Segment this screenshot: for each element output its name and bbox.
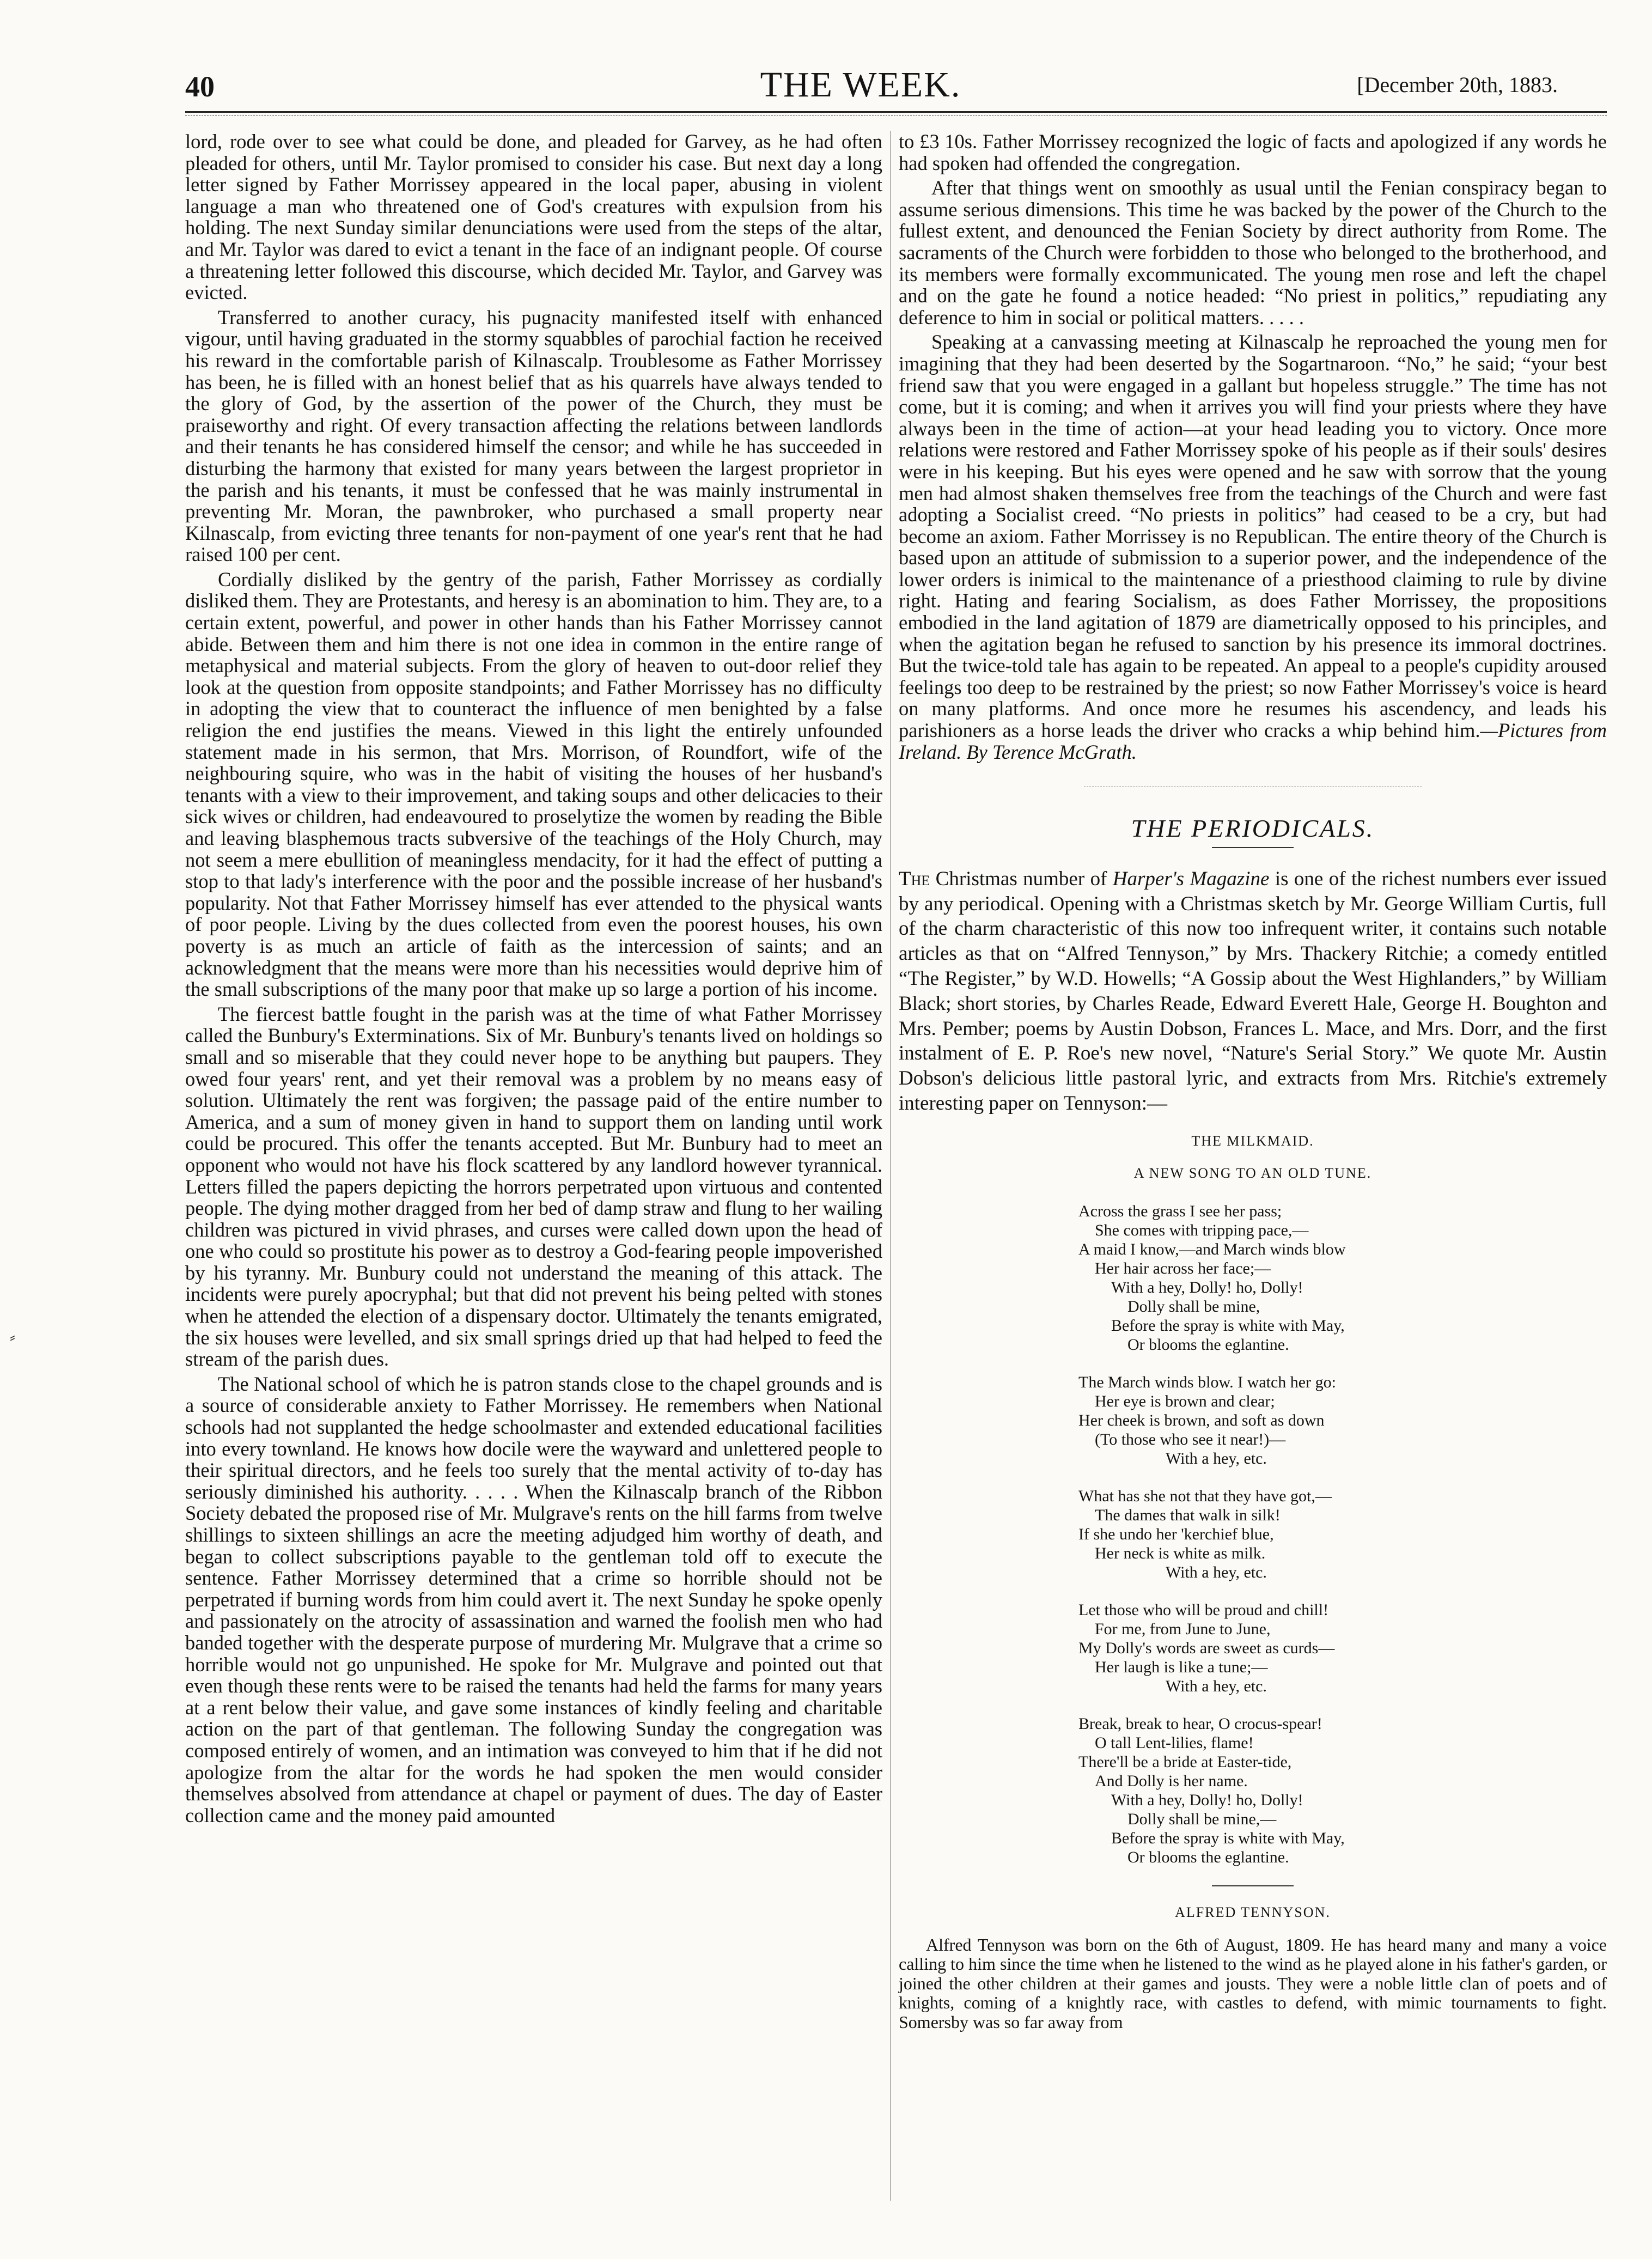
poem-line: With a hey, Dolly! ho, Dolly! — [1111, 1791, 1303, 1809]
margin-mark: ⸗ — [10, 1328, 15, 1346]
title-rule — [1212, 847, 1294, 848]
poem-subtitle: A NEW SONG TO AN OLD TUNE. — [1133, 1165, 1372, 1182]
right-column — [899, 131, 1607, 2032]
poem-line: With a hey, etc. — [1166, 1449, 1267, 1468]
header-rule — [185, 111, 1607, 113]
page-number: 40 — [185, 70, 215, 103]
poem-line: Let those who will be proud and chill! — [1078, 1600, 1329, 1619]
poem-line: My Dolly's words are sweet as curds— — [1078, 1639, 1335, 1657]
poem-line: She comes with tripping pace,— — [1095, 1221, 1309, 1239]
section-title: THE PERIODICALS. — [1131, 814, 1375, 843]
poem-line: Dolly shall be mine,— — [1127, 1810, 1277, 1828]
poem-line: Before the spray is white with May, — [1111, 1829, 1345, 1847]
article-paragraph-text: Speaking at a canvassing meeting at Kilnascalp he reproached the young men for imagining that they had been deserted by the Sogartnaroon. “No,” he said; “your best friend saw that you were engaged in a gallant but hopeless struggle.” The time has not come, but it is coming; and when it arrives you will find your priests where they have always been in the time of action—at your head leading you to victory. Once more relations were restored and Father Morrissey spoke of his people as if their souls' desires were in his keeping. But his eyes were opened and he saw with sorrow that the young men had almost shaken themselves free from the teachings of the Church and were fast adopting a Socialist creed. “No priests in politics” had ceased to be a cry, but had become an axiom. Father Morrissey is no Republican. The entire theory of the Church is based upon an attitude of submission to a superior power, and the independence of the lower orders is inimical to the maintenance of a priesthood claiming to rule by divine right. Hating and fearing Socialism, as does Father Morrissey, the propositions embodied in the land agitation of 1879 are diametrically opposed to his principles, and when the agitation began he refused to sanction by his presence its immoral doctrines. But the twice-told tale has again to be repeated. An appeal to a people's cupidity aroused feelings too deep to be restrained by the priest; so now Father Morrissey's voice is heard on many platforms. And once more he resumes his ascendency, and leads his parishioners as a horse leads the driver who cracks a whip behind him. — [899, 331, 1607, 742]
poem-end-rule — [1212, 1885, 1294, 1886]
poem-line: Her hair across her face;— — [1095, 1259, 1271, 1277]
poem-line: With a hey, etc. — [1166, 1677, 1267, 1695]
poem-line: With a hey, etc. — [1166, 1563, 1267, 1581]
poem-line: O tall Lent-lilies, flame! — [1095, 1733, 1254, 1752]
poem-line: With a hey, Dolly! ho, Dolly! — [1111, 1278, 1303, 1296]
source-credit: —Pictures from Ireland. By Terence McGrath. — [899, 719, 1607, 763]
left-column — [185, 131, 882, 1826]
subsection-heading: ALFRED TENNYSON. — [1175, 1904, 1331, 1920]
article-paragraph — [899, 331, 1607, 763]
poem-title: THE MILKMAID. — [1191, 1132, 1314, 1149]
poem-line: Her laugh is like a tune;— — [1095, 1658, 1268, 1676]
header-dashed-rule — [185, 115, 1607, 116]
periodicals-text: Christmas number of — [930, 867, 1113, 890]
issue-date: [December 20th, 1883. — [1357, 72, 1558, 97]
poem-line: For me, from June to June, — [1095, 1619, 1271, 1638]
periodicals-paragraph — [899, 867, 1607, 1116]
magazine-name: Harper's Magazine — [1112, 867, 1270, 890]
poem-stanza — [1078, 1600, 1607, 1696]
poem-line: Break, break to hear, O crocus-spear! — [1078, 1714, 1322, 1733]
periodicals-text: is one of the richest numbers ever issued by any periodical. Opening with a Christmas sketch by Mr. George William Curtis, full of the charm characteristic of this now too infrequent writer, it contains such notable articles as that on “Alfred Tennyson,” by Mrs. Thackery Ritchie; a comedy entitled “The Register,” by W.D. Howells; “A Gossip about the West Highlanders,” by William Black; short stories, by Charles Reade, Edward Everett Hale, George H. Boughton and Mrs. Pember; poems by Austin Dobson, Frances L. Mace, and Mrs. Dorr, and the first instalment of E. P. Roe's new novel, “Nature's Serial Story.” We quote Mr. Austin Dobson's delicious little pastoral lyric, and extracts from Mrs. Ritchie's extremely interesting paper on Tennyson:— — [899, 867, 1607, 1115]
poem-line: There'll be a bride at Easter-tide, — [1078, 1752, 1292, 1771]
lead-word: The — [899, 867, 930, 890]
poem-line: What has she not that they have got,— — [1078, 1487, 1332, 1505]
poem-line: Before the spray is white with May, — [1111, 1316, 1345, 1335]
poem-line: And Dolly is her name. — [1095, 1771, 1248, 1790]
poem-stanza — [1078, 1202, 1607, 1354]
poem-line: Or blooms the eglantine. — [1127, 1335, 1289, 1354]
article-paragraph: Cordially disliked by the gentry of the parish, Father Morrissey as cordially disliked them. They are Protestants, and heresy is an abomination to him. They are, to a certain extent, powerful, and power in other hands than his Father Morrissey cannot abide. Between them and him there is not one idea in common in the entire range of metaphysical and material subjects. From the glory of heaven to out-door relief they look at the question from opposite standpoints; and Father Morrissey has no difficulty in adopting the view that to counteract the influence of men benighted by a false religion the end justifies the means. Viewed in this light the entirely unfounded statement made in his sermon, that Mrs. Morrison, of Roundfort, wife of the neighbouring squire, who was in the habit of visiting the houses of her husband's tenants with a view to their improvement, and taking soups and other delicacies to their sick wives or children, had endeavoured to proselytize the women by reading the Bible and leaving blasphemous tracts subversive of the teachings of the Holy Church, may not seem a mere ebullition of meaningless mendacity, for it had the effect of putting a stop to that lady's interference with the poor and the possible increase of her husband's popularity. Not that Father Morrissey himself has ever attended to the physical wants of poor people. Living by the dues collected from even the poorest houses, his own poverty is as much an article of faith as the intercession of saints; and an acknowledgment that the means were more than his necessities would deprive him of the small subscriptions of the many poor that make up so large a portion of his income. — [185, 568, 882, 1001]
article-paragraph: After that things went on smoothly as usual until the Fenian conspiracy began to assume serious dimensions. This time he was backed by the power of the Church to the fullest extent, and denounced the Fenian Society by direct authority from Rome. The sacraments of the Church were forbidden to those who belonged to the brotherhood, and its members were formally excommunicated. The young men rose and left the chapel and on the gate he found a notice headed: “No priest in politics,” repudiating any deference to him in social or political matters. . . . . — [899, 176, 1607, 328]
poem-stanza — [1078, 1487, 1607, 1582]
poem-line: Her cheek is brown, and soft as down — [1078, 1411, 1325, 1429]
article-paragraph: Transferred to another curacy, his pugnacity manifested itself with enhanced vigour, until having graduated in the stormy squabbles of parochial faction he received his reward in the comfortable parish of Kilnascalp. Troublesome as Father Morrissey has been, he is filled with an honest belief that as his quarrels have always tended to the glory of God, by the assertion of the power of the Church, they must be praiseworthy and right. Of every transaction affecting the relations between landlords and their tenants he has considered himself the censor; and while he has succeeded in disturbing the harmony that existed for many years between the largest proprietor in the parish and his tenants, it must be confessed that he was mainly instrumental in preventing Mr. Moran, the pawnbroker, who purchased a small property near Kilnascalp, from evicting three tenants for non-payment of one year's rent that he had raised 100 per cent. — [185, 306, 882, 566]
article-paragraph: The National school of which he is patron stands close to the chapel grounds and is a source of considerable anxiety to Father Morrissey. He remembers when National schools had not supplanted the hedge schoolmaster and extended educational facilities into every townland. He knows how docile were the wayward and unlettered people to their spiritual directors, and he feels too surely that the mental activity of to-day has seriously diminished his authority. . . . . When the Kilnascalp branch of the Ribbon Society debated the proposed rise of Mr. Mulgrave's rents on the hill farms from twelve shillings to sixteen shillings an acre the meeting adjudged him worthy of death, and began to collect subscriptions payable to the gentleman told off to execute the sentence. Father Morrissey determined that a crime so horrible should not be perpetrated if burning words from him could avert it. The next Sunday he spoke openly and passionately on the atrocity of assassination and warned the foolish men who had banded together with the desperate purpose of murdering Mr. Mulgrave that a crime so horrible would not go unpunished. He spoke for Mr. Mulgrave and pointed out that even though these rents were to be raised the tenants had held the farms for many years at a rent below their value, and gave some instances of kindly feeling and charitable action on the part of that gentleman. The following Sunday the congregation was composed entirely of women, and an intimation was conveyed to him that if he did not apologize from the altar for the words he had spoken the men would consider themselves absolved from attendance at chapel or payment of dues. The day of Easter collection came and the money paid amounted — [185, 1372, 882, 1826]
article-paragraph: lord, rode over to see what could be done, and pleaded for Garvey, as he had often pleaded for others, until Mr. Taylor promised to consider his case. But next day a long letter signed by Father Morrissey appeared in the local paper, abusing in violent language a man who threatened one of God's creatures with expulsion from his holding. The next Sunday similar denunciations were used from the steps of the altar, and Mr. Taylor was dared to evict a tenant in the face of an indignant people. Of course a threatening letter followed this discourse, which decided Mr. Taylor, and Garvey was evicted. — [185, 130, 882, 304]
masthead: THE WEEK. — [760, 65, 961, 105]
poem-stanza — [1078, 1714, 1607, 1867]
poem-line: Or blooms the eglantine. — [1127, 1848, 1289, 1866]
poem-stanza — [1078, 1373, 1607, 1468]
poem-line: Her neck is white as milk. — [1095, 1544, 1266, 1562]
poem-line: The dames that walk in silk! — [1095, 1506, 1281, 1524]
article-paragraph: to £3 10s. Father Morrissey recognized the logic of facts and apologized if any words he had spoken had offended the congregation. — [899, 130, 1607, 174]
poem-line: Across the grass I see her pass; — [1078, 1202, 1282, 1220]
poem-line: Her eye is brown and clear; — [1095, 1392, 1275, 1410]
column-divider — [890, 131, 891, 2201]
poem-line: A maid I know,—and March winds blow — [1078, 1240, 1346, 1258]
article-paragraph: Alfred Tennyson was born on the 6th of August, 1809. He has heard many and many a voice calling to him since the time when he listened to the wind as he played alone in his father's garden, or joined the other children at their games and jousts. They were a noble little clan of poets and of knights, coming of a knightly race, with castles to defend, with mimic tournaments to fight. Somersby was so far away from — [899, 1934, 1607, 2032]
article-paragraph: The fiercest battle fought in the parish was at the time of what Father Morrissey called the Bunbury's Exterminations. Six of Mr. Bunbury's tenants lived on holdings so small and so miserable that they could never hope to be anything but paupers. They owed four years' rent, and yet their removal was a problem by no means easy of solution. Ultimately the rent was forgiven; the passage paid of the entire number to America, and a sum of money given in hand to support them on landing until work could be procured. This offer the tenants accepted. But Mr. Bunbury had to meet an opponent who would not have his flock scattered by any landlord however tyrannical. Letters filled the papers depicting the horrors perpetrated upon virtuous and contented people. The dying mother dragged from her bed of damp straw and flung to her wailing children was pictured in vivid phrases, and curses were called down upon the head of one who could so prostitute his power as to destroy a God-fearing people impoverished by his tyranny. Mr. Bunbury could not understand the meaning of this attack. The incidents were purely apocryphal; but that did not prevent his being pelted with stones when he attended the election of a dispensary doctor. Ultimately the tenants emigrated, the six houses were levelled, and six small springs dried up that had helped to feed the stream of the parish dues. — [185, 1002, 882, 1371]
tennyson-extract — [899, 1935, 1607, 2032]
page-header — [163, 64, 1558, 108]
poem — [1078, 1202, 1607, 1867]
poem-line: Dolly shall be mine, — [1127, 1297, 1260, 1316]
poem-line: If she undo her 'kerchief blue, — [1078, 1525, 1274, 1543]
poem-line: (To those who see it near!)— — [1095, 1430, 1286, 1448]
poem-line: The March winds blow. I watch her go: — [1078, 1373, 1336, 1391]
